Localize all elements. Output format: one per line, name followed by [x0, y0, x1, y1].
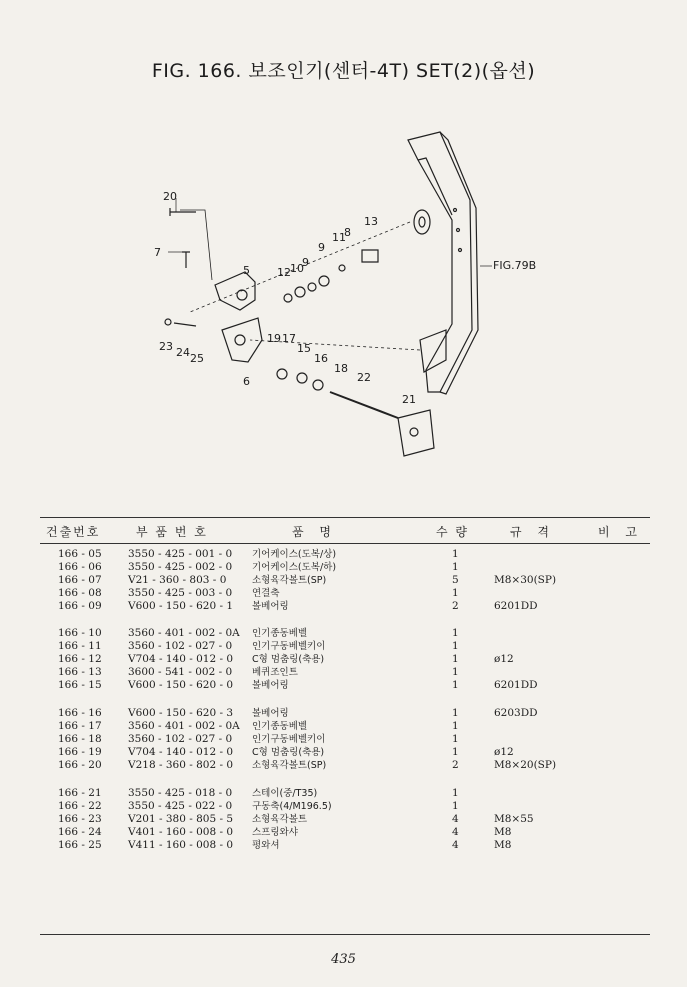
cell-qty: 1	[452, 587, 459, 599]
cell-no: 166 - 12	[58, 653, 102, 665]
cell-qty: 5	[452, 574, 459, 586]
table-row	[0, 746, 687, 759]
table-row	[0, 587, 687, 600]
cell-no: 166 - 22	[58, 800, 102, 812]
cell-name: 소형육각볼트(SP)	[252, 575, 327, 586]
cell-qty: 4	[452, 813, 459, 825]
cell-name: 볼베어링	[252, 680, 289, 691]
cell-part-no: 3550 - 425 - 002 - 0	[128, 561, 233, 573]
table-row	[0, 548, 687, 561]
cell-name: 인기종동베벨	[252, 721, 308, 732]
cell-name: 기어케이스(도복/하)	[252, 562, 337, 573]
callout-label: 5	[243, 264, 250, 277]
table-row	[0, 720, 687, 733]
cell-part-no: V600 - 150 - 620 - 1	[128, 600, 234, 612]
cell-no: 166 - 10	[58, 627, 102, 639]
table-row	[0, 813, 687, 826]
cell-no: 166 - 21	[58, 787, 102, 799]
cell-spec: M8	[494, 839, 512, 851]
figure-reference: FIG.79B	[493, 259, 537, 272]
cell-no: 166 - 24	[58, 826, 102, 838]
callout-label: 12	[277, 266, 291, 279]
cell-spec: 6201DD	[494, 679, 538, 691]
callout-label: 24	[176, 346, 190, 359]
callout-label: 6	[243, 375, 250, 388]
cell-part-no: 3600 - 541 - 002 - 0	[128, 666, 233, 678]
callout-label: 11	[332, 231, 346, 244]
callout-label: 9	[302, 256, 309, 269]
cell-part-no: 3550 - 425 - 001 - 0	[128, 548, 233, 560]
cell-name: 평와셔	[252, 840, 280, 851]
cell-no: 166 - 07	[58, 574, 102, 586]
page-number: 435	[331, 952, 356, 967]
table-row	[0, 600, 687, 613]
callout-label: 17	[282, 332, 296, 345]
frame-assembly	[408, 132, 478, 394]
cell-part-no: 3560 - 102 - 027 - 0	[128, 640, 233, 652]
cell-qty: 1	[452, 548, 459, 560]
cell-no: 166 - 08	[58, 587, 102, 599]
cell-qty: 1	[452, 627, 459, 639]
cell-part-no: V600 - 150 - 620 - 3	[128, 707, 234, 719]
callout-label: 22	[357, 371, 371, 384]
callout-label: 7	[154, 246, 161, 259]
cell-spec: 6203DD	[494, 707, 538, 719]
cell-part-no: V600 - 150 - 620 - 0	[128, 679, 234, 691]
callout-label: 8	[344, 226, 351, 239]
callout-label: 20	[163, 190, 177, 203]
cell-qty: 2	[452, 600, 459, 612]
table-row	[0, 759, 687, 772]
cell-qty: 1	[452, 640, 459, 652]
table-row	[0, 733, 687, 746]
callout-label: 21	[402, 393, 416, 406]
cell-no: 166 - 15	[58, 679, 102, 691]
cell-qty: 4	[452, 826, 459, 838]
table-row	[0, 561, 687, 574]
cell-name: 베퀴조인트	[252, 667, 298, 678]
cell-qty: 1	[452, 787, 459, 799]
col-header-remark: 비 고	[598, 525, 643, 539]
callout-label: 9	[318, 241, 325, 254]
cell-name: C형 멈춤링(축용)	[252, 654, 325, 665]
cell-qty: 1	[452, 707, 459, 719]
cell-part-no: V411 - 160 - 008 - 0	[128, 839, 234, 851]
cell-name: 인기구동베벨키이	[252, 734, 326, 745]
table-row	[0, 679, 687, 692]
cell-no: 166 - 06	[58, 561, 102, 573]
cell-no: 166 - 11	[58, 640, 102, 652]
table-row	[0, 653, 687, 666]
cell-part-no: 3560 - 401 - 002 - 0A	[128, 720, 240, 732]
cell-qty: 1	[452, 720, 459, 732]
callout-label: 25	[190, 352, 204, 365]
table-row	[0, 839, 687, 852]
callout-label: 19	[267, 332, 281, 345]
cell-spec: M8	[494, 826, 512, 838]
cell-name: 연결축	[252, 588, 280, 599]
cell-name: 볼베어링	[252, 601, 289, 612]
cell-qty: 1	[452, 733, 459, 745]
cell-name: C형 멈춤링(축용)	[252, 747, 325, 758]
cell-name: 스테이(중/T35)	[252, 788, 318, 799]
col-header-spec: 규 격	[510, 525, 555, 539]
cell-name: 구동축(4/M196.5)	[252, 801, 332, 812]
cell-part-no: 3550 - 425 - 018 - 0	[128, 787, 233, 799]
callout-label: 10	[290, 262, 304, 275]
cell-no: 166 - 16	[58, 707, 102, 719]
table-row	[0, 826, 687, 839]
header-bottom-rule	[40, 543, 650, 544]
table-row	[0, 787, 687, 800]
cell-part-no: V201 - 380 - 805 - 5	[128, 813, 234, 825]
cell-qty: 1	[452, 679, 459, 691]
figure-title: FIG. 166. 보조인기(센터-4T) SET(2)(옵션)	[151, 60, 536, 82]
table-row	[0, 574, 687, 587]
cell-name: 인기종동베벨	[252, 628, 308, 639]
cell-name: 기어케이스(도복/상)	[252, 549, 337, 560]
cell-part-no: V21 - 360 - 803 - 0	[128, 574, 227, 586]
col-header-name: 품 명	[292, 525, 337, 539]
table-row	[0, 627, 687, 640]
cell-part-no: 3560 - 102 - 027 - 0	[128, 733, 233, 745]
cell-no: 166 - 18	[58, 733, 102, 745]
cell-qty: 1	[452, 653, 459, 665]
table-bottom-rule	[40, 934, 650, 935]
col-header-part-no: 부 품 번 호	[136, 525, 208, 539]
table-row	[0, 707, 687, 720]
cell-no: 166 - 19	[58, 746, 102, 758]
cell-no: 166 - 09	[58, 600, 102, 612]
cell-spec: M8×55	[494, 813, 534, 825]
cell-qty: 1	[452, 666, 459, 678]
cell-part-no: 3550 - 425 - 003 - 0	[128, 587, 233, 599]
callout-label: 13	[364, 215, 378, 228]
cell-name: 소형육각볼트(SP)	[252, 760, 327, 771]
cell-qty: 1	[452, 800, 459, 812]
cell-name: 인기구동베벨키이	[252, 641, 326, 652]
cell-part-no: V218 - 360 - 802 - 0	[128, 759, 234, 771]
col-header-qty: 수 량	[436, 525, 469, 539]
col-header-no: 건출번호	[46, 525, 101, 539]
table-top-rule	[40, 517, 650, 518]
gear-case	[215, 272, 262, 362]
cell-name: 소형육각볼트	[252, 814, 308, 825]
callout-label: 16	[314, 352, 328, 365]
cell-spec: ø12	[494, 746, 514, 758]
callout-label: 15	[297, 342, 311, 355]
table-row	[0, 800, 687, 813]
callout-label: 23	[159, 340, 173, 353]
table-row	[0, 640, 687, 653]
cell-spec: M8×20(SP)	[494, 759, 557, 771]
cell-part-no: 3560 - 401 - 002 - 0A	[128, 627, 240, 639]
cell-part-no: 3550 - 425 - 022 - 0	[128, 800, 233, 812]
cell-qty: 1	[452, 561, 459, 573]
cell-qty: 2	[452, 759, 459, 771]
cell-no: 166 - 13	[58, 666, 102, 678]
cell-qty: 1	[452, 746, 459, 758]
cell-part-no: V704 - 140 - 012 - 0	[128, 746, 234, 758]
cell-no: 166 - 20	[58, 759, 102, 771]
cell-spec: M8×30(SP)	[494, 574, 557, 586]
cell-spec: 6201DD	[494, 600, 538, 612]
table-row	[0, 666, 687, 679]
cell-qty: 4	[452, 839, 459, 851]
callout-label: 18	[334, 362, 348, 375]
cell-part-no: V704 - 140 - 012 - 0	[128, 653, 234, 665]
cell-no: 166 - 17	[58, 720, 102, 732]
cell-part-no: V401 - 160 - 008 - 0	[128, 826, 234, 838]
cell-no: 166 - 25	[58, 839, 102, 851]
cell-name: 볼베어링	[252, 708, 289, 719]
cell-no: 166 - 05	[58, 548, 102, 560]
cell-no: 166 - 23	[58, 813, 102, 825]
cell-name: 스프링와샤	[252, 827, 298, 838]
cell-spec: ø12	[494, 653, 514, 665]
